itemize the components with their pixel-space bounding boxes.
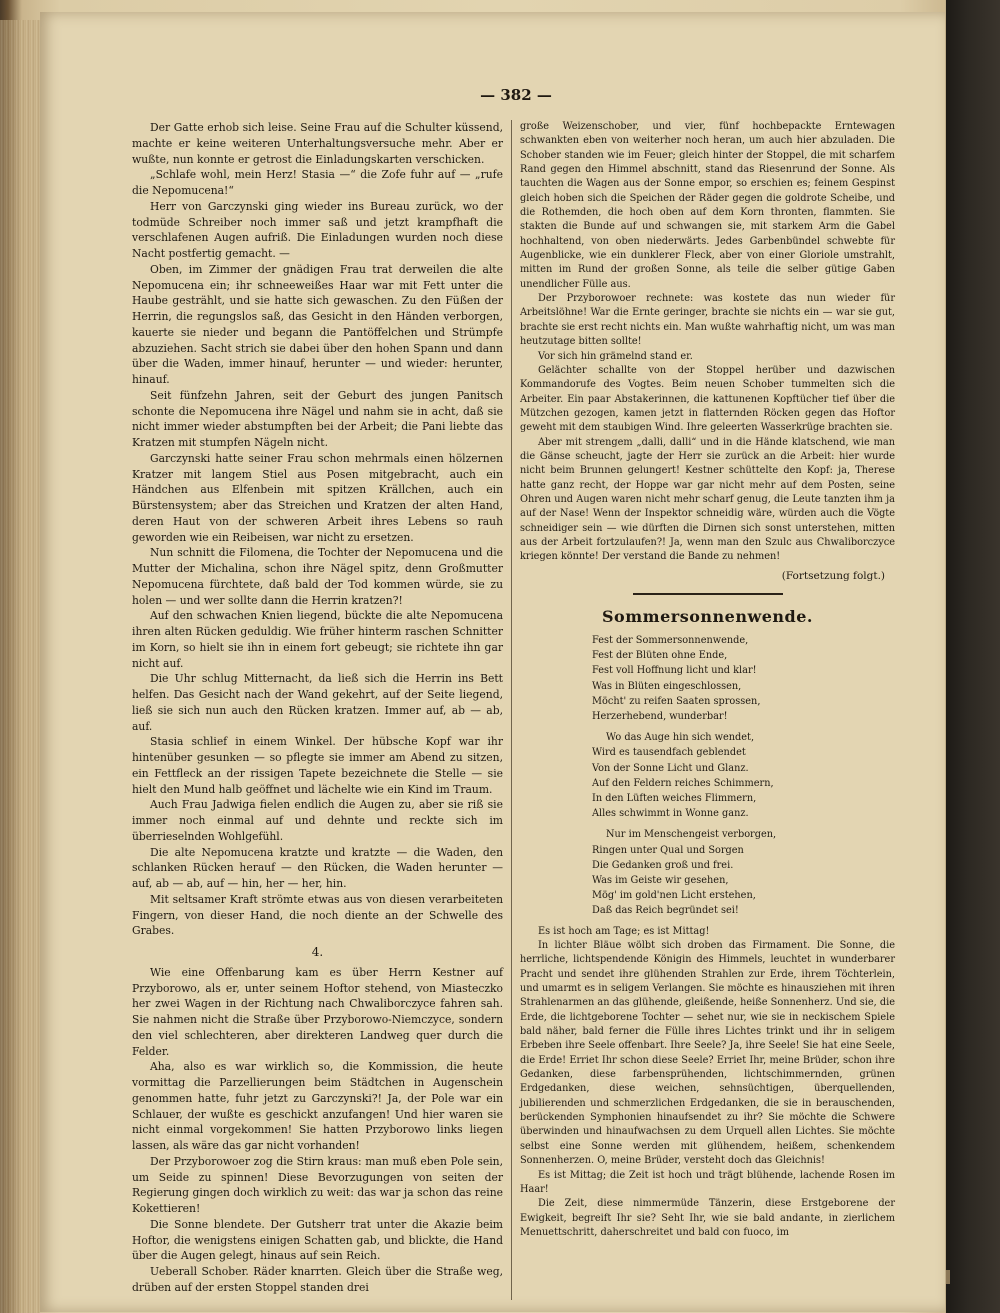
poem-stanza xyxy=(592,730,895,821)
paragraph: Stasia schlief in einem Winkel. Der hübsche Kopf war ihr hintenüber gesunken — so pflegte sie immer am Abend zu sitzen, ein Fettfleck an der rissigen Tapete bezeichnete die Stelle — sie hielt den Mund halb geöffnet und lächelte wie ein Kind im Traum. xyxy=(132,735,503,796)
poem-line: Herzerhebend, wunderbar! xyxy=(592,711,728,723)
poem-line: Fest voll Hoffnung licht und klar! xyxy=(592,665,757,677)
poem-line: Die Gedanken groß und frei. xyxy=(592,859,734,871)
paragraph: Gelächter schallte von der Stoppel herüber und dazwischen Kommandorufe des Vogtes. Beim neuen Schober tummelten sich die Arbeiter. Ein paar Abstakerinnen, die kattunenen Kopftücher tief über die Mützchen gezogen, kamen jetzt in flatternden Röcken gegen das Hoftor geweht mit dem staubigen Wind. Ihre geleerten Wasserkrüge brachten sie. xyxy=(520,364,895,434)
poem-line: Mög' im gold'nen Licht erstehen, xyxy=(592,890,756,902)
paragraph: Es ist Mittag; die Zeit ist hoch und trägt blühende, lachende Rosen im Haar! xyxy=(520,1169,895,1195)
poem-line: Nur im Menschengeist verborgen, xyxy=(606,829,777,841)
paragraph: Oben, im Zimmer der gnädigen Frau trat derweilen die alte Nepomucena ein; ihr schneeweißes Haar war mit Fett unter die Haube gestrählt, und sie hatte sich gewaschen. Zu den Füßen der Herrin, die regungslos saß, das Gesicht in den Händen verborgen, kauerte sie nieder und begann die Pantöffelchen und Strümpfe abzuziehen. Sacht strich sie dabei über den hohen Spann und dann über die Waden, immer hinauf, herunter — und wieder: herunter, hinauf. xyxy=(132,262,503,386)
paragraph: Herr von Garczynski ging wieder ins Bureau zurück, wo der todmüde Schreiber noch immer saß und jetzt krampfhaft die verschlafenen Augen aufriß. Die Einladungen wurden noch diese Nacht postfertig gemacht. — xyxy=(132,199,503,260)
poem-line: Von der Sonne Licht und Glanz. xyxy=(592,762,749,774)
poem-title: Sommersonnenwende. xyxy=(602,607,813,626)
paragraph: Der Przyborowoer zog die Stirn kraus: man muß eben Pole sein, um Seide zu spinnen! Diese Bevorzugungen von seiten der Regierung gingen doch wirklich zu weit: das war ja schon das reine Kokettieren! xyxy=(132,1154,503,1215)
poem-line: In den Lüften weiches Flimmern, xyxy=(592,793,757,805)
poem-line: Auf den Feldern reiches Schimmern, xyxy=(592,777,774,789)
paragraph: Der Przyborowoer rechnete: was kostete das nun wieder für Arbeitslöhne! War die Ernte geringer, brachte sie nichts ein — war sie gut, brachte sie erst recht nichts ein. Man wußte wahrhaftig nicht, um was man heutzutage bitten sollte! xyxy=(520,293,895,348)
paragraph: Die Uhr schlug Mitternacht, da ließ sich die Herrin ins Bett helfen. Das Gesicht nach der Wand gekehrt, auf der Seite liegend, ließ sie sich nun auch den Rücken kratzen. Immer auf, ab — ab, auf. xyxy=(132,672,503,733)
page-edge-mark xyxy=(946,1270,950,1284)
paragraph: Die alte Nepomucena kratzte und kratzte — die Waden, den schlanken Rücken herauf — den Rücken, die Waden herunter — auf, ab — ab, auf — hin, her — her, hin. xyxy=(132,845,503,890)
paragraph: „Schlafe wohl, mein Herz! Stasia —“ die Zofe fuhr auf — „rufe die Nepomucena!“ xyxy=(132,168,503,197)
page-number: — 382 — xyxy=(480,86,552,104)
paragraph: In lichter Bläue wölbt sich droben das Firmament. Die Sonne, die herrliche, lichtspendende Königin des Himmels, leuchtet in wunderbarer Pracht und sendet ihre glühenden Strahlen zur Erde, ihrem Töchterlein, und umarmt es in seligem Verlangen. Sie möchte es hinausziehen mit ihren Strahlenarmen an das glühende, gleißende, heiße Sonnenherz. Und sie, die Erde, die lichtgeborene Tochter — sehet nur, wie sie in neckischem Spiele bald näher, bald ferner die Fülle ihres Lichtes trinkt und ihr in seligem Erbeben ihre Seele offenbart. Ihre Seele? Ja, ihre Seele! Sie hat eine Seele, die Erde! Erriet Ihr schon diese Seele? Erriet Ihr, meine Brüder, schon ihre Gedanken, diese farbensprühenden, lichtschimmernden, grünen Erdgedanken, diese weichen, sehnsüchtigen, überquellenden, jubilierenden und schmerzlichen Erdgedanken, die sie in berauschenden, berückenden Symphonien hinaufsendet zu ihr? Sie möchte die Schwere überwinden und hinaufwachsen zu dem Urquell allen Lichtes. Sie möchte selbst eine Sonne werden mit glühendem, heißem, schenkendem Sonnenherzen. O, meine Brüder, versteht doch das Gleichnis! xyxy=(520,940,895,1167)
paragraph: Die Sonne blendete. Der Gutsherr trat unter die Akazie beim Hoftor, die wenigstens einigen Schatten gab, und blickte, die Hand über die Augen gelegt, hinaus auf sein Reich. xyxy=(132,1217,503,1263)
paragraph: Ueberall Schober. Räder knarrten. Gleich über die Straße weg, drüben auf der ersten Stoppel standen drei xyxy=(132,1265,503,1294)
poem-line: Wo das Auge hin sich wendet, xyxy=(606,732,755,744)
left-column xyxy=(132,120,503,1296)
poem-stanza xyxy=(592,633,895,724)
poem-line: Alles schwimmt in Wonne ganz. xyxy=(592,808,749,820)
continuation-note: (Fortsetzung folgt.) xyxy=(781,569,885,582)
paragraph: Wie eine Offenbarung kam es über Herrn Kestner auf Przyborowo, als er, unter seinem Hoftor stehend, von Miasteczko her zwei Wagen in der Richtung nach Chwaliborczyce fahren sah. Sie nahmen nicht die Straße über Przyborowo-Niemczyce, sondern den viel schlechteren, aber direkteren Landweg quer durch die Felder. xyxy=(132,965,503,1058)
poem-line: Was im Geiste wir gesehen, xyxy=(592,875,729,887)
dark-margin-strip xyxy=(946,0,1000,1313)
poem-stanza xyxy=(592,827,895,918)
paragraph: Auch Frau Jadwiga fielen endlich die Augen zu, aber sie riß sie immer noch einmal auf und dehnte und reckte sich im überrieselnden Wohlgefühl. xyxy=(132,798,503,843)
section-number: 4. xyxy=(311,945,324,959)
book-page-edges xyxy=(0,20,40,1313)
poem-line: Ringen unter Qual und Sorgen xyxy=(592,844,744,856)
paragraph: Der Gatte erhob sich leise. Seine Frau auf die Schulter küssend, machte er keine weiteren Unterhaltungsversuche mehr. Aber er wußte, nun konnte er getrost die Einladungskarten verschicken. xyxy=(132,121,503,166)
paragraph: Es ist hoch am Tage; es ist Mittag! xyxy=(538,925,710,937)
paragraph: Garczynski hatte seiner Frau schon mehrmals einen hölzernen Kratzer mit langem Stiel aus Posen mitgebracht, auch ein Händchen aus Elfenbein mit spitzen Krällchen, auch ein Bürstensystem; aber das Streichen und Kratzen der alten Hand, deren Haut von der schweren Arbeit ihres Lebens so rauh geworden wie ein Reibeisen, war nicht zu ersetzen. xyxy=(132,451,503,544)
paragraph: Auf den schwachen Knien liegend, bückte die alte Nepomucena ihren alten Rücken geduldig. Wie früher hinterm raschen Schnitter im Korn, so hielt sie ihn in einem fort gebeugt; sie richtete ihn gar nicht auf. xyxy=(132,609,503,670)
paragraph: Nun schnitt die Filomena, die Tochter der Nepomucena und die Mutter der Michalina, schon ihre Nägel spitz, denn Großmutter Nepomucena fürchtete, daß bald der Tod kommen würde, sie zu holen — und wer sollte dann die Herrin kratzen?! xyxy=(132,546,503,607)
paragraph: Mit seltsamer Kraft strömte etwas aus von diesen verarbeiteten Fingern, von dieser Hand, die noch diente an der Schwelle des Grabes. xyxy=(132,892,503,938)
poem-line: Was in Blüten eingeschlossen, xyxy=(592,680,742,692)
paragraph: Vor sich hin grämelnd stand er. xyxy=(538,350,693,362)
column-divider xyxy=(511,120,512,1300)
paragraph: Aber mit strengem „dalli, dalli“ und in die Hände klatschend, wie man die Gänse scheucht, jagte der Herr sie zurück an die Arbeit: hier wurde nicht beim Brunnen gelungert! Kestner schüttelte den Kopf: ja, Therese hatte ganz recht, der Hoppe war gar nicht mehr auf dem Posten, seine Ohren und Augen waren nicht mehr scharf genug, die Leute tanzten ihm ja auf der Nase! Wenn der Inspektor schneidig wäre, würden auch die Vögte schneidiger sein — wie dürften die Dirnen sich sonst unterstehen, mitten aus der Arbeit fortzulaufen?! Ja, wenn man den Szulc aus Chwaliborczyce kriegen könnte! Der verstand die Bande zu nehmen! xyxy=(520,436,895,563)
section-rule xyxy=(633,593,783,595)
poem-line: Fest der Sommersonnenwende, xyxy=(592,635,749,646)
paragraph: große Weizenschober, und vier, fünf hochbepackte Erntewagen schwankten eben von weiterher noch heran, um auch hier abzuladen. Die Schober standen wie im Feuer; gleich hinter der Stoppel, die mit scharfem Rand gegen den Himmel abschnitt, stand das Riesenrund der Sonne. Als tauchten die Wagen aus der Sonne empor, so erschien es; feinem Gespinst gleich hoben sich die Speichen der Räder gegen die goldrote Scheibe, und die Rothemden, die hoch oben auf dem Korn thronten, flammten. Sie stakten die Bunde auf und schwangen sie, mit starkem Arm die Gabel hochhaltend, von oben niederwärts. Jedes Garbenbündel schwebte für Augenblicke, wie ein dunklerer Fleck, aber von einer Gloriole umstrahlt, mitten im Rund der großen Sonne, als teile die selber gütige Gaben unendlicher Fülle aus. xyxy=(520,121,895,290)
paragraph: Aha, also es war wirklich so, die Kommission, die heute vormittag die Parzellierungen beim Städtchen in Augenschein genommen hatte, fuhr jetzt zu Garczynski?! Ja, der Pole war ein Schlauer, der wußte es geschickt anzufangen! Und hier waren sie nicht einmal vorgekommen! Sie hatten Przyborowo links liegen lassen, als wäre das gar nicht vorhanden! xyxy=(132,1060,503,1152)
poem-line: Fest der Blüten ohne Ende, xyxy=(592,650,728,662)
right-column xyxy=(520,120,895,1240)
paragraph: Die Zeit, diese nimmermüde Tänzerin, diese Erstgeborene der Ewigkeit, begreift Ihr sie? Seht Ihr, wie sie bald andante, in zierlichem Menuettschritt, daherschreitet und bald con fuoco, im xyxy=(520,1198,895,1238)
poem-line: Möcht' zu reifen Saaten sprossen, xyxy=(592,695,761,707)
paragraph: Seit fünfzehn Jahren, seit der Geburt des jungen Panitsch schonte die Nepomucena ihre Nägel und nahm sie in acht, daß sie nicht immer wieder abstumpften bei der Arbeit; die Pani liebte das Kratzen mit stumpfen Nägeln nicht. xyxy=(132,388,503,449)
poem-line: Wird es tausendfach geblendet xyxy=(592,747,746,759)
poem-line: Daß das Reich begründet sei! xyxy=(592,905,739,917)
